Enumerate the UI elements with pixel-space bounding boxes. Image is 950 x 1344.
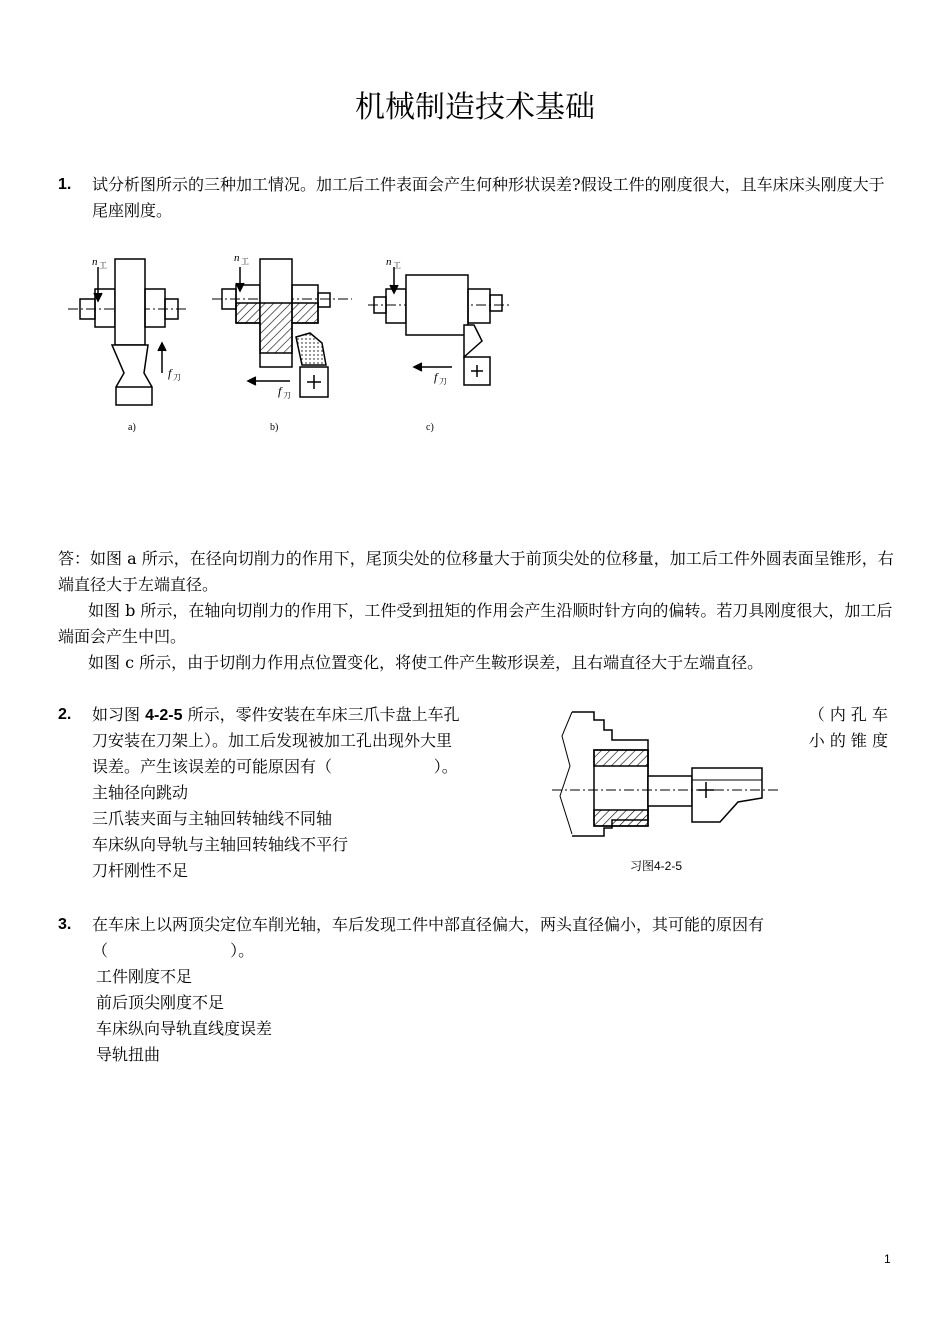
- label-f-b: f: [278, 384, 282, 398]
- q2-line1-right: （ 内 孔 车: [808, 705, 888, 724]
- question-2-number: 2.: [58, 706, 72, 723]
- label-f-a-sub: 刀: [173, 373, 181, 382]
- q2-option-1: 主轴径向跳动: [92, 783, 189, 802]
- question-1-text: 试分析图所示的三种加工情况。加工后工件表面会产生何种形状误差?假设工件的刚度很大，且车床床头刚度大于尾座刚度。: [92, 175, 885, 220]
- q1-answer-b: 如图 b 所示，在轴向切削力的作用下，工件受到扭矩的作用会产生沿顺时针方向的偏转。若刀具刚度很大，加工后端面会产生中凹。: [58, 601, 893, 646]
- question-2-line-1: [92, 702, 532, 729]
- label-n-c-sub: 工: [393, 261, 401, 270]
- question-1-number: 1.: [58, 176, 72, 193]
- q3-option-4: 导轨扭曲: [96, 1045, 161, 1064]
- figure-b: [212, 259, 352, 397]
- figure-a: [68, 259, 188, 405]
- caption-c: c): [426, 422, 434, 433]
- q2-line2-right: 小 的 锥 度: [808, 731, 888, 750]
- q2-option-3: 车床纵向导轨与主轴回转轴线不平行: [92, 835, 349, 854]
- q2-option-2: 三爪装夹面与主轴回转轴线不同轴: [92, 809, 333, 828]
- q2-line1-a: 如习图: [92, 705, 141, 724]
- label-n-b: n: [234, 252, 240, 264]
- label-f-c-sub: 刀: [439, 377, 447, 386]
- q2-line2-left: 刀安装在刀架上）。加工后发现被加工孔出现外大里: [92, 731, 453, 750]
- label-n-c: n: [386, 256, 392, 268]
- q2-line1-b: 所示，零件安装在车床三爪卡盘上车孔: [187, 705, 460, 724]
- q1-figure: [60, 245, 520, 440]
- q1-answer-a: 答：如图 a 所示，在径向切削力的作用下，尾顶尖处的位移量大于前顶尖处的位移量，加工后工件外圆表面呈锥形，右端直径大于左端直径。: [58, 549, 894, 594]
- q2-figure-caption: 习图4-2-5: [630, 859, 683, 873]
- label-f-c: f: [434, 370, 438, 384]
- label-n-a-sub: 工: [99, 261, 107, 270]
- q2-option-4: 刀杆刚性不足: [92, 861, 189, 880]
- label-f-a: f: [168, 366, 172, 380]
- label-n-a: n: [92, 256, 98, 268]
- label-f-b-sub: 刀: [283, 391, 291, 400]
- caption-a: a): [128, 422, 136, 433]
- figure-c: [368, 267, 512, 385]
- caption-b: b): [270, 422, 279, 433]
- q3-option-1: 工件刚度不足: [96, 967, 193, 986]
- question-3-number: 3.: [58, 916, 72, 933]
- q1-answer-c: 如图 c 所示，由于切削力作用点位置变化，将使工件产生鞍形误差，且右端直径大于左端直径。: [88, 653, 764, 672]
- q3-option-2: 前后顶尖刚度不足: [96, 993, 225, 1012]
- q3-option-3: 车床纵向导轨直线度误差: [96, 1019, 273, 1038]
- page-number: 1: [884, 1252, 891, 1266]
- q3-line2: （ ）。: [92, 941, 255, 960]
- q2-line3: 误差。产生该误差的可能原因有（ ）。: [92, 757, 458, 776]
- page-title: 机械制造技术基础: [355, 90, 595, 125]
- q2-figure-ref: 4-2-5: [145, 707, 183, 724]
- label-n-b-sub: 工: [241, 257, 249, 266]
- q2-figure: [552, 706, 782, 846]
- q3-line1: 在车床上以两顶尖定位车削光轴，车后发现工件中部直径偏大，两头直径偏小，其可能的原因有: [92, 915, 765, 934]
